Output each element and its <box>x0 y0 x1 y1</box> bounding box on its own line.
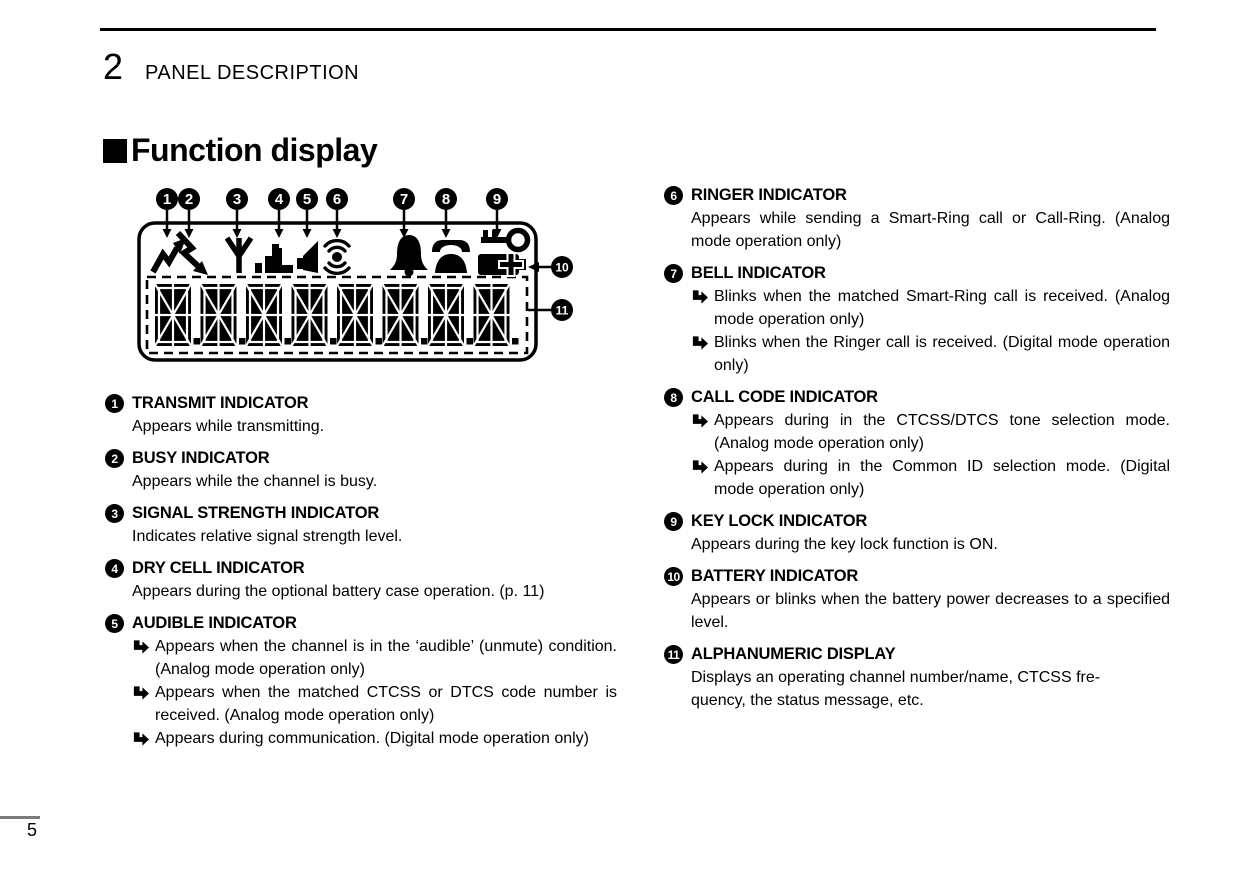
bullet-text: Appears during in the CTCSS/DTCS tone selection mode. (Analog mode operation only) <box>714 412 1170 452</box>
section-title-text: Function display <box>131 132 378 168</box>
item-number-badge: 8 <box>664 388 683 407</box>
audible-waves-icon <box>325 241 349 274</box>
callouts-top <box>156 188 508 238</box>
item-title-text: TRANSMIT INDICATOR <box>132 394 309 412</box>
arrow-bullet-icon <box>691 336 708 377</box>
phone-icon <box>432 240 470 273</box>
item-description: Appears or blinks when the battery power decreases to a specified level. <box>691 591 1170 631</box>
item-description-line: quency, the status message, etc. <box>691 692 924 709</box>
alphanumeric-display <box>155 284 519 346</box>
callout-1: 1 <box>162 191 172 208</box>
item-description: Appears while transmitting. <box>132 418 325 435</box>
item-description: Indicates relative signal strength level. <box>132 528 403 545</box>
item-dry-cell-indicator <box>105 559 617 603</box>
item-number-badge: 11 <box>664 645 683 664</box>
arrow-bullet-icon <box>691 290 708 331</box>
section-title <box>103 132 377 169</box>
bullet-item <box>691 285 1170 331</box>
item-signal-strength-indicator <box>105 504 617 548</box>
arrow-bullet-icon <box>132 732 149 752</box>
page-content <box>105 180 1170 763</box>
item-title <box>664 264 1170 283</box>
bullet-item <box>691 409 1170 455</box>
key-icon <box>481 230 528 250</box>
bullet-text: Blinks when the matched Smart-Ring call is received. (Analog mode operation only) <box>714 288 1170 328</box>
callout-11: 11 <box>555 303 569 318</box>
item-title <box>105 394 617 413</box>
item-title-text: SIGNAL STRENGTH INDICATOR <box>132 504 380 522</box>
page-number: 5 <box>27 820 38 840</box>
bullet-item <box>132 635 617 681</box>
item-description: Appears while the channel is busy. <box>132 473 378 490</box>
item-title <box>664 388 1170 407</box>
item-title-text: DRY CELL INDICATOR <box>132 559 305 577</box>
item-title <box>664 645 1170 664</box>
item-busy-indicator <box>105 449 617 493</box>
callout-5: 5 <box>302 191 312 208</box>
bullet-text: Appears when the matched CTCSS or DTCS code number is received. (Analog mode operation only) <box>155 684 617 724</box>
item-number-badge: 4 <box>105 559 124 578</box>
item-description: Appears during the optional battery case operation. (p. 11) <box>132 583 545 600</box>
item-number-badge: 10 <box>664 567 683 586</box>
top-rule <box>100 28 1156 31</box>
item-title-text: RINGER INDICATOR <box>691 186 847 204</box>
dry-cell-l-icon <box>272 244 293 273</box>
transmit-icon <box>153 238 186 272</box>
status-icons <box>153 230 528 277</box>
callout-6: 6 <box>332 191 342 208</box>
item-title-text: BUSY INDICATOR <box>132 449 270 467</box>
item-ringer-indicator <box>664 186 1170 253</box>
function-display-diagram <box>129 180 617 380</box>
speaker-icon <box>297 241 318 273</box>
callout-7: 7 <box>399 191 409 208</box>
item-audible-indicator <box>105 614 617 752</box>
lcd-diagram-svg <box>129 180 599 375</box>
item-description <box>691 666 1170 712</box>
bullet-item <box>132 727 617 752</box>
item-number-badge: 7 <box>664 264 683 283</box>
chapter-number: 2 <box>103 46 124 87</box>
item-number-badge: 9 <box>664 512 683 531</box>
item-description-line: Displays an operating channel number/name, CTCSS fre- <box>691 669 1101 686</box>
bullet-text: Appears during communication. (Digital mode operation only) <box>155 730 589 747</box>
bullet-text: Appears during in the Common ID selection mode. (Digital mode operation only) <box>714 458 1170 498</box>
bullet-text: Appears when the channel is in the ‘audible’ (unmute) condition. (Analog mode operation only) <box>155 638 617 678</box>
left-column <box>105 180 617 763</box>
antenna-icon <box>227 238 251 273</box>
item-title-text: KEY LOCK INDICATOR <box>691 512 868 530</box>
item-number-badge: 5 <box>105 614 124 633</box>
item-battery-indicator <box>664 567 1170 634</box>
bell-icon <box>390 235 428 277</box>
chapter-title: PANEL DESCRIPTION <box>145 62 360 84</box>
item-title <box>664 186 1170 205</box>
callout-3: 3 <box>232 191 242 208</box>
item-transmit-indicator <box>105 394 617 438</box>
item-title-text: AUDIBLE INDICATOR <box>132 614 297 632</box>
item-title-text: ALPHANUMERIC DISPLAY <box>691 645 896 663</box>
item-number-badge: 3 <box>105 504 124 523</box>
footer-rule <box>0 816 40 819</box>
bullet-item <box>691 331 1170 377</box>
arrow-bullet-icon <box>691 460 708 501</box>
item-description: Appears during the key lock function is ON. <box>691 536 998 553</box>
bullet-item <box>132 681 617 727</box>
callout-8: 8 <box>441 191 451 208</box>
item-title <box>105 614 617 633</box>
item-title <box>105 504 617 523</box>
callout-2: 2 <box>184 191 194 208</box>
busy-icon <box>178 233 208 275</box>
item-title-text: BATTERY INDICATOR <box>691 567 859 585</box>
callout-10: 10 <box>555 260 569 275</box>
right-column <box>664 180 1170 763</box>
callout-4: 4 <box>274 191 284 208</box>
bullet-text: Blinks when the Ringer call is received. (Digital mode operation only) <box>714 334 1170 374</box>
item-title <box>105 559 617 578</box>
item-number-badge: 2 <box>105 449 124 468</box>
section-square-icon <box>103 139 127 163</box>
bullet-item <box>691 455 1170 501</box>
item-call-code-indicator <box>664 388 1170 501</box>
item-title <box>664 567 1170 586</box>
item-title <box>664 512 1170 531</box>
item-description: Appears while sending a Smart-Ring call or Call-Ring. (Analog mode operation only) <box>691 210 1170 250</box>
item-title-text: BELL INDICATOR <box>691 264 826 282</box>
callout-9: 9 <box>492 191 502 208</box>
item-title <box>105 449 617 468</box>
arrow-bullet-icon <box>132 686 149 727</box>
item-title-text: CALL CODE INDICATOR <box>691 388 878 406</box>
item-number-badge: 6 <box>664 186 683 205</box>
arrow-bullet-icon <box>132 640 149 681</box>
chapter-header <box>103 46 359 88</box>
item-number-badge: 1 <box>105 394 124 413</box>
item-key-lock-indicator <box>664 512 1170 556</box>
arrow-bullet-icon <box>691 414 708 455</box>
item-bell-indicator <box>664 264 1170 377</box>
battery-icon <box>478 252 526 277</box>
item-alphanumeric-display <box>664 645 1170 712</box>
